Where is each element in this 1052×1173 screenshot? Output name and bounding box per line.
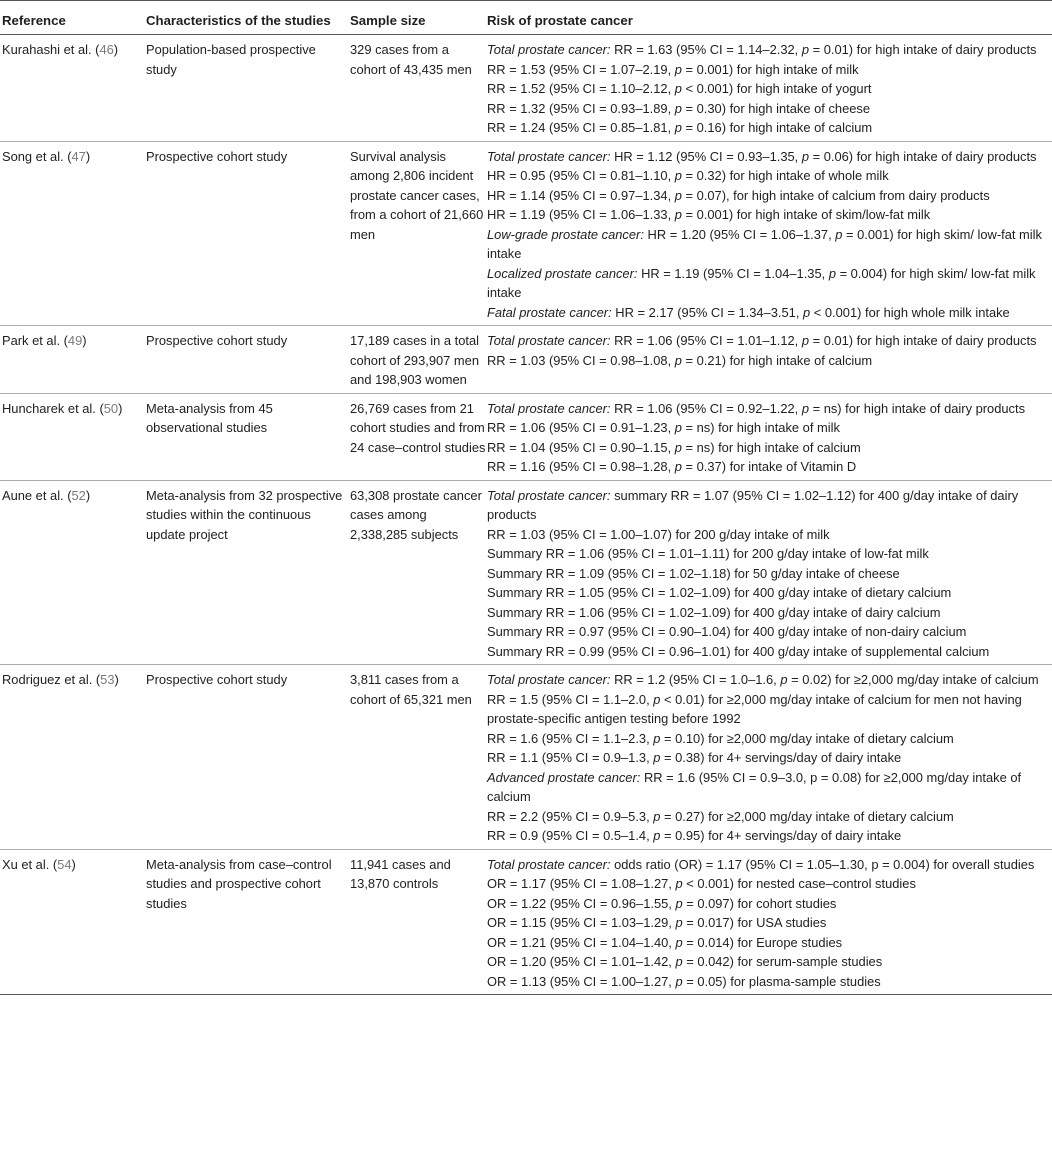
header-sample-size: Sample size <box>350 1 487 35</box>
sample-size-cell: Survival analysis among 2,806 incident prostate cancer cases, from a cohort of 21,660 men <box>350 141 487 326</box>
risk-line: RR = 1.04 (95% CI = 0.90–1.15, p = ns) for high intake of calcium <box>487 439 861 455</box>
table-row <box>0 849 1052 995</box>
risk-line: OR = 1.21 (95% CI = 1.04–1.40, p = 0.014) for Europe studies <box>487 934 843 950</box>
risk-line: Total prostate cancer: RR = 1.2 (95% CI = 1.0–1.6, p = 0.02) for ≥2,000 mg/day intake of calcium <box>487 672 1039 687</box>
sample-size-cell: 63,308 prostate cancer cases among 2,338,285 subjects <box>350 480 487 665</box>
table-row <box>0 141 1052 326</box>
sample-size-cell: 17,189 cases in a total cohort of 293,907 men and 198,903 women <box>350 326 487 394</box>
sample-size-cell: 11,941 cases and 13,870 controls <box>350 849 487 995</box>
risk-cell <box>487 393 1052 480</box>
reference-cell: Kurahashi et al. (46) <box>0 35 146 142</box>
risk-line: Advanced prostate cancer: RR = 1.6 (95% CI = 0.9–3.0, p = 0.08) for ≥2,000 mg/day intake of calcium <box>487 769 1022 804</box>
table-row <box>0 35 1052 142</box>
risk-line: Low-grade prostate cancer: HR = 1.20 (95% CI = 1.06–1.37, p = 0.001) for high skim/ low-fat milk intake <box>487 226 1042 261</box>
table-row <box>0 326 1052 394</box>
risk-line: RR = 1.06 (95% CI = 0.91–1.23, p = ns) for high intake of milk <box>487 420 840 435</box>
risk-cell <box>487 480 1052 665</box>
reference-cell: Rodriguez et al. (53) <box>0 665 146 850</box>
table-row <box>0 665 1052 850</box>
risk-line: OR = 1.13 (95% CI = 1.00–1.27, p = 0.05) for plasma-sample studies <box>487 973 881 989</box>
risk-line: OR = 1.20 (95% CI = 1.01–1.42, p = 0.042) for serum-sample studies <box>487 954 883 969</box>
risk-line: Total prostate cancer: HR = 1.12 (95% CI = 0.93–1.35, p = 0.06) for high intake of dairy products <box>487 148 1037 164</box>
characteristics-cell: Meta-analysis from case–control studies and prospective cohort studies <box>146 849 350 995</box>
risk-line: RR = 2.2 (95% CI = 0.9–5.3, p = 0.27) for ≥2,000 mg/day intake of dietary calcium <box>487 808 954 824</box>
risk-cell <box>487 665 1052 850</box>
reference-cell: Park et al. (49) <box>0 326 146 394</box>
header-risk: Risk of prostate cancer <box>487 1 1052 35</box>
characteristics-cell: Prospective cohort study <box>146 326 350 394</box>
characteristics-cell: Prospective cohort study <box>146 141 350 326</box>
reference-cell: Huncharek et al. (50) <box>0 393 146 480</box>
citation-link[interactable]: 52 <box>71 487 86 503</box>
risk-line: Total prostate cancer: RR = 1.06 (95% CI = 0.92–1.22, p = ns) for high intake of dairy products <box>487 400 1026 416</box>
risk-line: Fatal prostate cancer: HR = 2.17 (95% CI = 1.34–3.51, p < 0.001) for high whole milk intake <box>487 304 1010 320</box>
risk-line: HR = 0.95 (95% CI = 0.81–1.10, p = 0.32) for high intake of whole milk <box>487 168 889 183</box>
risk-line: RR = 1.5 (95% CI = 1.1–2.0, p < 0.01) for ≥2,000 mg/day intake of calcium for men not having prostate-specific antigen testing before 1992 <box>487 691 1022 726</box>
risk-line: Summary RR = 0.99 (95% CI = 0.96–1.01) for 400 g/day intake of supplemental calcium <box>487 643 990 659</box>
table-body <box>0 35 1052 995</box>
risk-line: Total prostate cancer: odds ratio (OR) = 1.17 (95% CI = 1.05–1.30, p = 0.004) for overall studies <box>487 856 1035 872</box>
header-characteristics: Characteristics of the studies <box>146 1 350 35</box>
risk-cell <box>487 35 1052 142</box>
citation-link[interactable]: 54 <box>57 856 72 872</box>
sample-size-cell: 26,769 cases from 21 cohort studies and from 24 case–control studies <box>350 393 487 480</box>
risk-line: HR = 1.14 (95% CI = 0.97–1.34, p = 0.07), for high intake of calcium from dairy products <box>487 187 990 203</box>
risk-line: OR = 1.17 (95% CI = 1.08–1.27, p < 0.001) for nested case–control studies <box>487 876 916 891</box>
header-row <box>0 1 1052 35</box>
risk-line: RR = 1.24 (95% CI = 0.85–1.81, p = 0.16) for high intake of calcium <box>487 120 873 135</box>
risk-cell <box>487 141 1052 326</box>
risk-line: RR = 1.52 (95% CI = 1.10–2.12, p < 0.001) for high intake of yogurt <box>487 81 872 96</box>
table-row <box>0 480 1052 665</box>
risk-line: Summary RR = 1.06 (95% CI = 1.02–1.09) for 400 g/day intake of dairy calcium <box>487 604 941 620</box>
risk-cell <box>487 326 1052 394</box>
risk-line: RR = 1.03 (95% CI = 1.00–1.07) for 200 g/day intake of milk <box>487 526 830 542</box>
reference-cell: Song et al. (47) <box>0 141 146 326</box>
citation-link[interactable]: 50 <box>103 400 119 416</box>
risk-line: RR = 1.1 (95% CI = 0.9–1.3, p = 0.38) for 4+ servings/day of dairy intake <box>487 750 902 765</box>
risk-line: RR = 1.6 (95% CI = 1.1–2.3, p = 0.10) for ≥2,000 mg/day intake of dietary calcium <box>487 730 954 746</box>
table-row <box>0 393 1052 480</box>
risk-line: Total prostate cancer: RR = 1.63 (95% CI = 1.14–2.32, p = 0.01) for high intake of dairy products <box>487 42 1037 57</box>
risk-line: RR = 1.32 (95% CI = 0.93–1.89, p = 0.30) for high intake of cheese <box>487 100 871 116</box>
reference-cell: Aune et al. (52) <box>0 480 146 665</box>
risk-line: Total prostate cancer: RR = 1.06 (95% CI = 1.01–1.12, p = 0.01) for high intake of dairy products <box>487 333 1037 348</box>
sample-size-cell: 3,811 cases from a cohort of 65,321 men <box>350 665 487 850</box>
risk-line: Summary RR = 1.06 (95% CI = 1.01–1.11) for 200 g/day intake of low-fat milk <box>487 546 929 561</box>
risk-line: HR = 1.19 (95% CI = 1.06–1.33, p = 0.001) for high intake of skim/low-fat milk <box>487 207 931 222</box>
risk-line: Total prostate cancer: summary RR = 1.07 (95% CI = 1.02–1.12) for 400 g/day intake of dairy products <box>487 487 1019 522</box>
risk-line: RR = 0.9 (95% CI = 0.5–1.4, p = 0.95) for 4+ servings/day of dairy intake <box>487 828 902 843</box>
risk-cell <box>487 849 1052 995</box>
citation-link[interactable]: 47 <box>71 148 86 164</box>
citation-link[interactable]: 49 <box>67 333 83 348</box>
risk-line: RR = 1.53 (95% CI = 1.07–2.19, p = 0.001) for high intake of milk <box>487 61 859 77</box>
header-reference: Reference <box>0 1 146 35</box>
characteristics-cell: Meta-analysis from 32 prospective studies within the continuous update project <box>146 480 350 665</box>
risk-line: OR = 1.22 (95% CI = 0.96–1.55, p = 0.097) for cohort studies <box>487 895 837 911</box>
risk-line: Summary RR = 1.09 (95% CI = 1.02–1.18) for 50 g/day intake of cheese <box>487 565 900 581</box>
risk-line: RR = 1.03 (95% CI = 0.98–1.08, p = 0.21) for high intake of calcium <box>487 352 873 368</box>
risk-line: RR = 1.16 (95% CI = 0.98–1.28, p = 0.37) for intake of Vitamin D <box>487 459 857 474</box>
risk-line: Localized prostate cancer: HR = 1.19 (95% CI = 1.04–1.35, p = 0.004) for high skim/ low-fat milk intake <box>487 265 1036 300</box>
citation-link[interactable]: 53 <box>100 672 115 687</box>
reference-cell: Xu et al. (54) <box>0 849 146 995</box>
risk-line: Summary RR = 0.97 (95% CI = 0.90–1.04) for 400 g/day intake of non-dairy calcium <box>487 624 967 639</box>
characteristics-cell: Population-based prospective study <box>146 35 350 142</box>
sample-size-cell: 329 cases from a cohort of 43,435 men <box>350 35 487 142</box>
characteristics-cell: Prospective cohort study <box>146 665 350 850</box>
citation-link[interactable]: 46 <box>99 42 114 57</box>
risk-line: OR = 1.15 (95% CI = 1.03–1.29, p = 0.017) for USA studies <box>487 915 827 930</box>
characteristics-cell: Meta-analysis from 45 observational studies <box>146 393 350 480</box>
risk-line: Summary RR = 1.05 (95% CI = 1.02–1.09) for 400 g/day intake of dietary calcium <box>487 585 952 600</box>
